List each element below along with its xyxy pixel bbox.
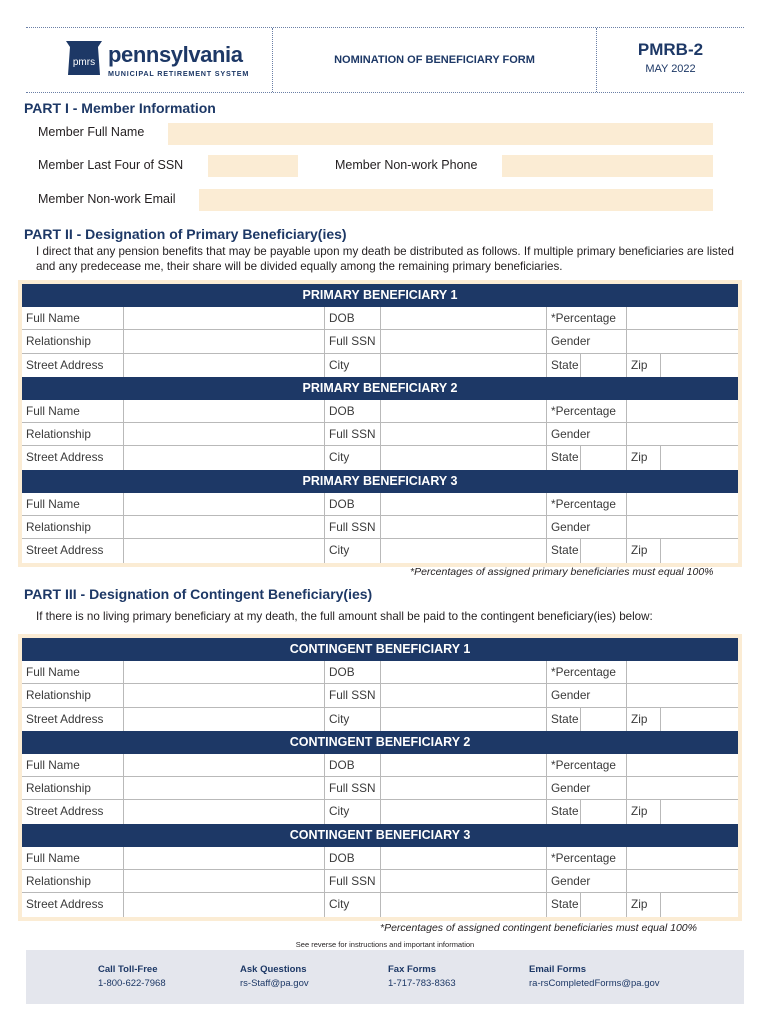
percentage-label: *Percentage bbox=[547, 754, 627, 776]
percentage-input[interactable] bbox=[627, 307, 738, 329]
city-input[interactable] bbox=[381, 708, 547, 731]
relationship-input[interactable] bbox=[124, 684, 325, 706]
contingent-beneficiary-3 bbox=[22, 824, 738, 917]
table-row bbox=[22, 330, 738, 353]
zip-input[interactable] bbox=[661, 893, 738, 916]
dob-input[interactable] bbox=[381, 400, 547, 422]
percentage-label: *Percentage bbox=[547, 307, 627, 329]
part2-instructions: I direct that any pension benefits that may be payable upon my death be distributed as follows. If multiple primary beneficiaries are listed and any predecease me, their share will be divided equally among the remaining primary beneficiaries. bbox=[36, 245, 734, 273]
state-label: State bbox=[547, 708, 581, 731]
table-row bbox=[22, 777, 738, 800]
dob-label: DOB bbox=[325, 307, 381, 329]
state-label: State bbox=[547, 893, 581, 916]
city-input[interactable] bbox=[381, 446, 547, 469]
member-full-name-label: Member Full Name bbox=[38, 125, 145, 139]
street-input[interactable] bbox=[124, 539, 325, 562]
ssn-input[interactable] bbox=[381, 777, 547, 799]
state-label: State bbox=[547, 354, 581, 377]
form-code: PMRB-2 bbox=[637, 40, 704, 59]
keystone-logo-icon bbox=[62, 37, 106, 77]
table-row bbox=[22, 446, 738, 469]
percentage-input[interactable] bbox=[627, 400, 738, 422]
footer-ask-title: Ask Questions bbox=[240, 964, 307, 975]
contact-footer bbox=[26, 950, 744, 1004]
zip-label: Zip bbox=[627, 446, 661, 469]
logo-wordmark: pennsylvania bbox=[108, 42, 243, 67]
table-row bbox=[22, 516, 738, 539]
gender-label: Gender bbox=[547, 423, 627, 445]
form-header bbox=[26, 27, 744, 93]
full-name-label: Full Name bbox=[22, 493, 124, 515]
reverse-side-note: See reverse for instructions and important information bbox=[295, 940, 475, 949]
member-ssn-field[interactable] bbox=[208, 155, 298, 177]
ssn-label: Full SSN bbox=[325, 870, 381, 892]
zip-label: Zip bbox=[627, 800, 661, 823]
part2-heading: PART II - Designation of Primary Beneficiary(ies) bbox=[24, 226, 347, 242]
footer-ask-value[interactable]: rs-Staff@pa.gov bbox=[240, 978, 309, 989]
city-input[interactable] bbox=[381, 354, 547, 377]
ssn-input[interactable] bbox=[381, 870, 547, 892]
gender-input[interactable] bbox=[627, 777, 738, 799]
dob-label: DOB bbox=[325, 754, 381, 776]
table-row bbox=[22, 423, 738, 446]
ssn-input[interactable] bbox=[381, 516, 547, 538]
full-name-input[interactable] bbox=[124, 493, 325, 515]
zip-input[interactable] bbox=[661, 446, 738, 469]
table-row bbox=[22, 661, 738, 684]
table-row bbox=[22, 354, 738, 377]
part3-heading: PART III - Designation of Contingent Beneficiary(ies) bbox=[24, 586, 373, 602]
street-label: Street Address bbox=[22, 539, 124, 562]
ssn-input[interactable] bbox=[381, 684, 547, 706]
ssn-label: Full SSN bbox=[325, 516, 381, 538]
dob-label: DOB bbox=[325, 493, 381, 515]
full-name-input[interactable] bbox=[124, 400, 325, 422]
state-input[interactable] bbox=[581, 708, 627, 731]
street-label: Street Address bbox=[22, 800, 124, 823]
full-name-label: Full Name bbox=[22, 847, 124, 869]
ssn-input[interactable] bbox=[381, 423, 547, 445]
percentage-label: *Percentage bbox=[547, 847, 627, 869]
footer-call-title: Call Toll-Free bbox=[98, 964, 158, 975]
city-label: City bbox=[325, 893, 381, 916]
relationship-label: Relationship bbox=[22, 423, 124, 445]
gender-label: Gender bbox=[547, 777, 627, 799]
gender-input[interactable] bbox=[627, 516, 738, 538]
relationship-input[interactable] bbox=[124, 777, 325, 799]
state-input[interactable] bbox=[581, 893, 627, 916]
city-input[interactable] bbox=[381, 539, 547, 562]
footer-email-title: Email Forms bbox=[529, 964, 587, 975]
city-label: City bbox=[325, 354, 381, 377]
beneficiary-header: CONTINGENT BENEFICIARY 1 bbox=[22, 638, 738, 661]
footer-ask bbox=[240, 964, 309, 989]
gender-input[interactable] bbox=[627, 423, 738, 445]
relationship-label: Relationship bbox=[22, 330, 124, 352]
member-ssn-label: Member Last Four of SSN bbox=[38, 158, 184, 172]
state-input[interactable] bbox=[581, 800, 627, 823]
form-date: MAY 2022 bbox=[645, 63, 696, 75]
zip-label: Zip bbox=[627, 539, 661, 562]
relationship-input[interactable] bbox=[124, 330, 325, 352]
gender-label: Gender bbox=[547, 684, 627, 706]
city-label: City bbox=[325, 446, 381, 469]
state-input[interactable] bbox=[581, 446, 627, 469]
percentage-label: *Percentage bbox=[547, 400, 627, 422]
relationship-label: Relationship bbox=[22, 516, 124, 538]
beneficiary-header: CONTINGENT BENEFICIARY 3 bbox=[22, 824, 738, 847]
relationship-input[interactable] bbox=[124, 423, 325, 445]
street-input[interactable] bbox=[124, 708, 325, 731]
dob-input[interactable] bbox=[381, 307, 547, 329]
pmrs-logo bbox=[26, 28, 273, 92]
zip-input[interactable] bbox=[661, 708, 738, 731]
relationship-input[interactable] bbox=[124, 870, 325, 892]
table-row bbox=[22, 493, 738, 516]
table-row bbox=[22, 307, 738, 330]
relationship-label: Relationship bbox=[22, 870, 124, 892]
gender-label: Gender bbox=[547, 516, 627, 538]
member-email-field[interactable] bbox=[199, 189, 713, 211]
street-label: Street Address bbox=[22, 893, 124, 916]
zip-label: Zip bbox=[627, 893, 661, 916]
dob-input[interactable] bbox=[381, 661, 547, 683]
ssn-label: Full SSN bbox=[325, 423, 381, 445]
gender-input[interactable] bbox=[627, 330, 738, 352]
member-phone-field[interactable] bbox=[502, 155, 713, 177]
footer-email-value[interactable]: ra-rsCompletedForms@pa.gov bbox=[529, 978, 660, 989]
form-title: NOMINATION OF BENEFICIARY FORM bbox=[273, 28, 597, 92]
city-input[interactable] bbox=[381, 800, 547, 823]
footer-call bbox=[98, 964, 166, 989]
percentage-label: *Percentage bbox=[547, 493, 627, 515]
city-label: City bbox=[325, 539, 381, 562]
full-name-input[interactable] bbox=[124, 847, 325, 869]
percentage-input[interactable] bbox=[627, 493, 738, 515]
percentage-input[interactable] bbox=[627, 847, 738, 869]
footer-email bbox=[529, 964, 660, 989]
table-row bbox=[22, 539, 738, 562]
ssn-input[interactable] bbox=[381, 330, 547, 352]
street-input[interactable] bbox=[124, 893, 325, 916]
table-row bbox=[22, 754, 738, 777]
dob-label: DOB bbox=[325, 400, 381, 422]
street-label: Street Address bbox=[22, 446, 124, 469]
contingent-beneficiary-2 bbox=[22, 731, 738, 824]
state-input[interactable] bbox=[581, 539, 627, 562]
ssn-label: Full SSN bbox=[325, 684, 381, 706]
gender-input[interactable] bbox=[627, 870, 738, 892]
zip-label: Zip bbox=[627, 708, 661, 731]
dob-label: DOB bbox=[325, 661, 381, 683]
relationship-label: Relationship bbox=[22, 684, 124, 706]
state-label: State bbox=[547, 800, 581, 823]
city-input[interactable] bbox=[381, 893, 547, 916]
footer-fax bbox=[388, 964, 456, 989]
zip-input[interactable] bbox=[661, 539, 738, 562]
beneficiary-header: CONTINGENT BENEFICIARY 2 bbox=[22, 731, 738, 754]
table-row bbox=[22, 400, 738, 423]
dob-label: DOB bbox=[325, 847, 381, 869]
part1-heading: PART I - Member Information bbox=[24, 100, 216, 116]
contingent-beneficiary-1 bbox=[22, 638, 738, 731]
gender-label: Gender bbox=[547, 870, 627, 892]
full-name-label: Full Name bbox=[22, 661, 124, 683]
logo-subtitle: MUNICIPAL RETIREMENT SYSTEM bbox=[108, 69, 250, 78]
ssn-label: Full SSN bbox=[325, 777, 381, 799]
relationship-label: Relationship bbox=[22, 777, 124, 799]
full-name-input[interactable] bbox=[124, 661, 325, 683]
gender-label: Gender bbox=[547, 330, 627, 352]
percentage-input[interactable] bbox=[627, 661, 738, 683]
street-input[interactable] bbox=[124, 354, 325, 377]
state-label: State bbox=[547, 539, 581, 562]
city-label: City bbox=[325, 800, 381, 823]
footer-call-value[interactable]: 1-800-622-7968 bbox=[98, 978, 166, 989]
beneficiary-header: PRIMARY BENEFICIARY 1 bbox=[22, 284, 738, 307]
state-label: State bbox=[547, 446, 581, 469]
form-code-block bbox=[597, 28, 744, 92]
primary-beneficiary-1 bbox=[22, 284, 738, 377]
table-row bbox=[22, 893, 738, 916]
percentage-input[interactable] bbox=[627, 754, 738, 776]
table-row bbox=[22, 708, 738, 731]
primary-beneficiaries-block bbox=[18, 280, 742, 567]
table-row bbox=[22, 847, 738, 870]
contingent-percentage-note: *Percentages of assigned contingent beneficiaries must equal 100% bbox=[380, 922, 697, 934]
full-name-input[interactable] bbox=[124, 754, 325, 776]
zip-label: Zip bbox=[627, 354, 661, 377]
beneficiary-header: PRIMARY BENEFICIARY 3 bbox=[22, 470, 738, 493]
primary-beneficiary-3 bbox=[22, 470, 738, 563]
full-name-label: Full Name bbox=[22, 754, 124, 776]
member-email-label: Member Non-work Email bbox=[38, 192, 176, 206]
dob-input[interactable] bbox=[381, 493, 547, 515]
street-input[interactable] bbox=[124, 800, 325, 823]
street-input[interactable] bbox=[124, 446, 325, 469]
state-input[interactable] bbox=[581, 354, 627, 377]
zip-input[interactable] bbox=[661, 354, 738, 377]
dob-input[interactable] bbox=[381, 754, 547, 776]
member-full-name-field[interactable] bbox=[168, 123, 713, 145]
percentage-label: *Percentage bbox=[547, 661, 627, 683]
ssn-label: Full SSN bbox=[325, 330, 381, 352]
primary-beneficiary-2 bbox=[22, 377, 738, 470]
relationship-input[interactable] bbox=[124, 516, 325, 538]
table-row bbox=[22, 870, 738, 893]
primary-percentage-note: *Percentages of assigned primary beneficiaries must equal 100% bbox=[410, 566, 714, 578]
table-row bbox=[22, 684, 738, 707]
footer-fax-title: Fax Forms bbox=[388, 964, 437, 975]
logo-badge-text: pmrs bbox=[72, 57, 96, 68]
beneficiary-header: PRIMARY BENEFICIARY 2 bbox=[22, 377, 738, 400]
full-name-label: Full Name bbox=[22, 400, 124, 422]
full-name-input[interactable] bbox=[124, 307, 325, 329]
contingent-beneficiaries-block bbox=[18, 634, 742, 921]
street-label: Street Address bbox=[22, 354, 124, 377]
full-name-label: Full Name bbox=[22, 307, 124, 329]
part3-instructions: If there is no living primary beneficiary at my death, the full amount shall be paid to the contingent beneficiary(ies) below: bbox=[36, 610, 653, 623]
table-row bbox=[22, 800, 738, 823]
footer-fax-value[interactable]: 1-717-783-8363 bbox=[388, 978, 456, 989]
street-label: Street Address bbox=[22, 708, 124, 731]
city-label: City bbox=[325, 708, 381, 731]
dob-input[interactable] bbox=[381, 847, 547, 869]
member-phone-label: Member Non-work Phone bbox=[335, 158, 478, 172]
gender-input[interactable] bbox=[627, 684, 738, 706]
zip-input[interactable] bbox=[661, 800, 738, 823]
